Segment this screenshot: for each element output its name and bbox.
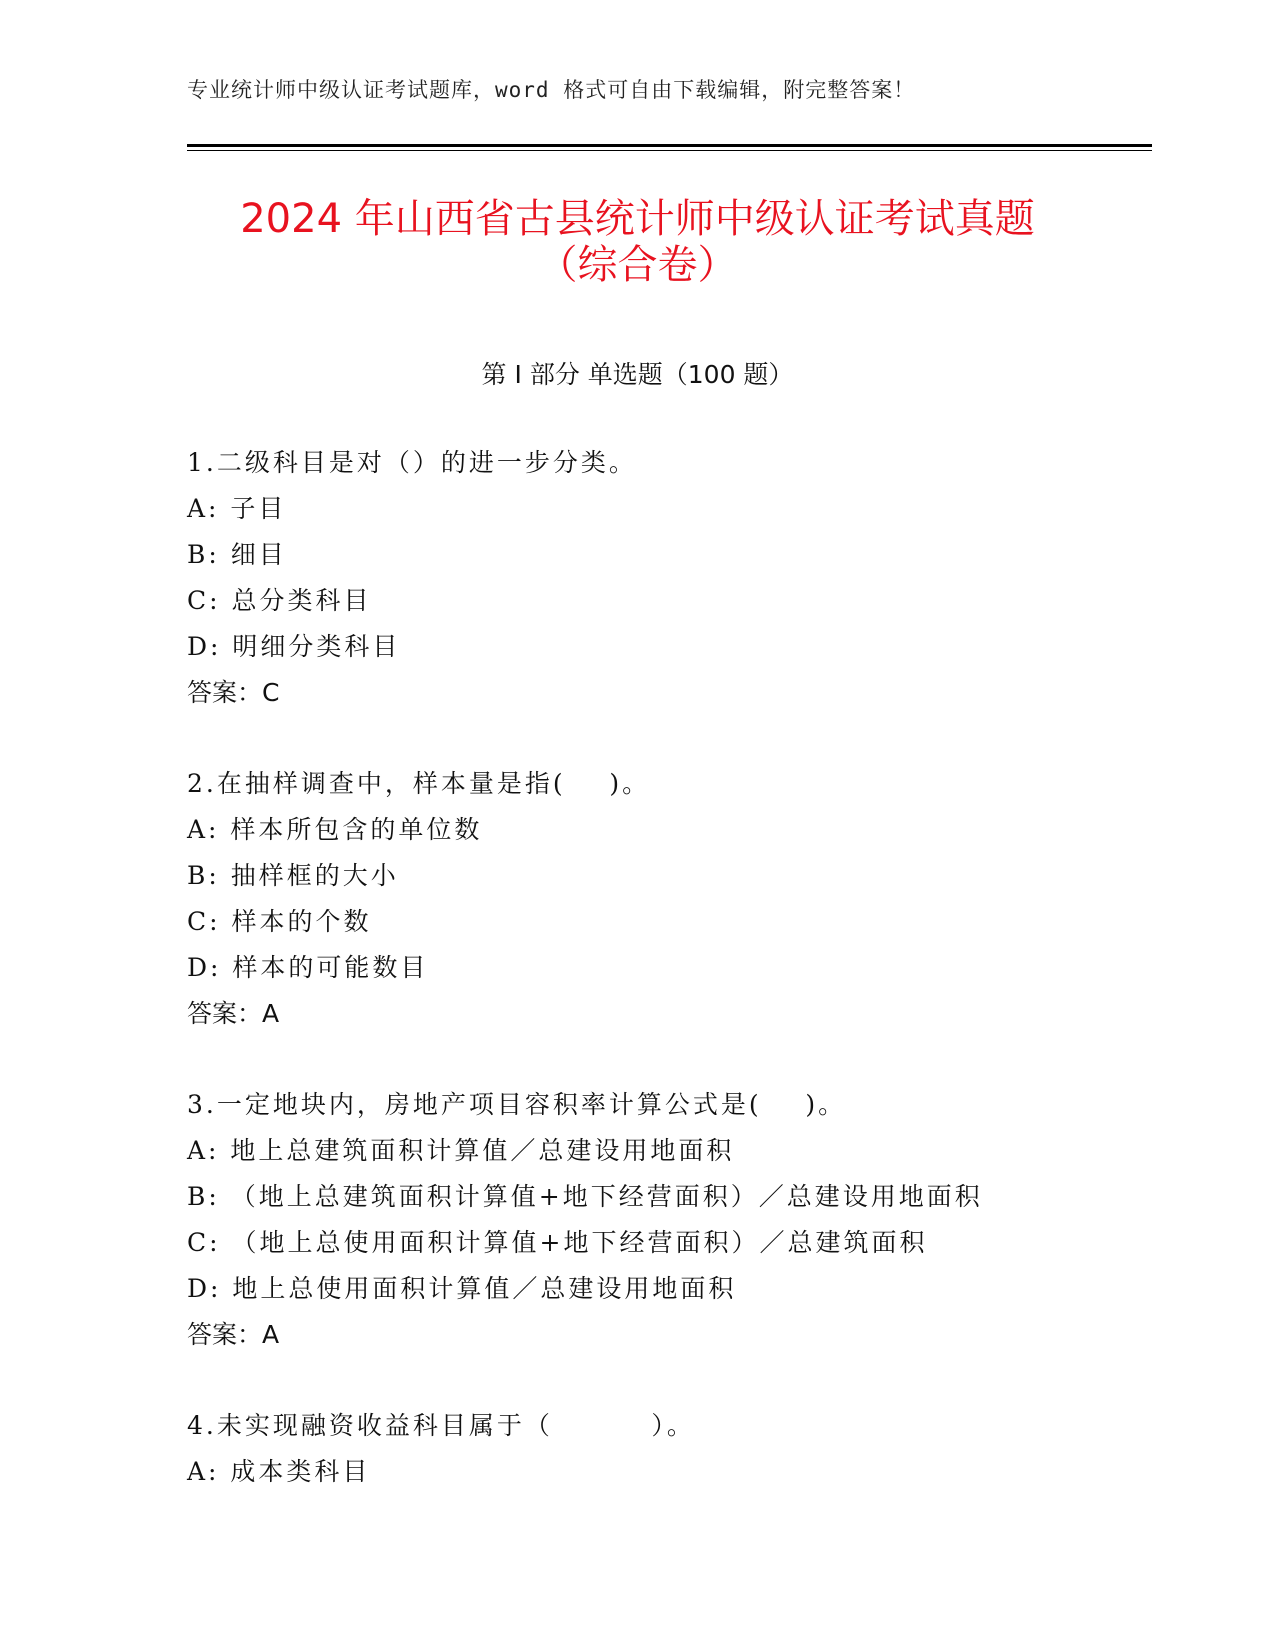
option-c: C: 样本的个数	[187, 907, 372, 936]
option-b: B: 抽样框的大小	[187, 861, 399, 890]
option-a: A: 成本类科目	[187, 1457, 371, 1486]
option-b: B: 细目	[187, 540, 287, 569]
question-list	[187, 440, 1147, 1540]
question-stem: 3.一定地块内，房地产项目容积率计算公式是( )。	[187, 1090, 847, 1119]
option-d: D: 样本的可能数目	[187, 953, 429, 982]
document-title-line-1: 2024 年山西省古县统计师中级认证考试真题	[240, 196, 1035, 242]
option-c: C: （地上总使用面积计算值+地下经营面积）／总建筑面积	[187, 1228, 928, 1257]
document-title	[0, 196, 1275, 288]
header-divider	[187, 144, 1152, 147]
question-stem: 1.二级科目是对（）的进一步分类。	[187, 448, 637, 477]
document-title-line-2: （综合卷）	[537, 242, 738, 288]
option-a: A: 样本所包含的单位数	[187, 815, 483, 844]
question-4	[187, 1403, 1147, 1495]
option-d: D: 明细分类科目	[187, 632, 401, 661]
answer: 答案：A	[187, 1320, 280, 1349]
header-divider-thin	[187, 150, 1152, 151]
answer: 答案：C	[187, 678, 280, 707]
question-stem: 4.未实现融资收益科目属于（ ）。	[187, 1411, 695, 1440]
option-d: D: 地上总使用面积计算值／总建设用地面积	[187, 1274, 737, 1303]
option-a: A: 子目	[187, 494, 287, 523]
question-1	[187, 440, 1147, 716]
answer: 答案：A	[187, 999, 280, 1028]
page-header: 专业统计师中级认证考试题库，word 格式可自由下载编辑，附完整答案！	[187, 78, 916, 102]
option-b: B: （地上总建筑面积计算值+地下经营面积）／总建设用地面积	[187, 1182, 983, 1211]
section-title: 第 I 部分 单选题（100 题）	[481, 360, 794, 389]
option-a: A: 地上总建筑面积计算值／总建设用地面积	[187, 1136, 735, 1165]
question-stem: 2.在抽样调查中，样本量是指( )。	[187, 769, 651, 798]
question-2	[187, 761, 1147, 1037]
question-3	[187, 1082, 1147, 1358]
option-c: C: 总分类科目	[187, 586, 372, 615]
